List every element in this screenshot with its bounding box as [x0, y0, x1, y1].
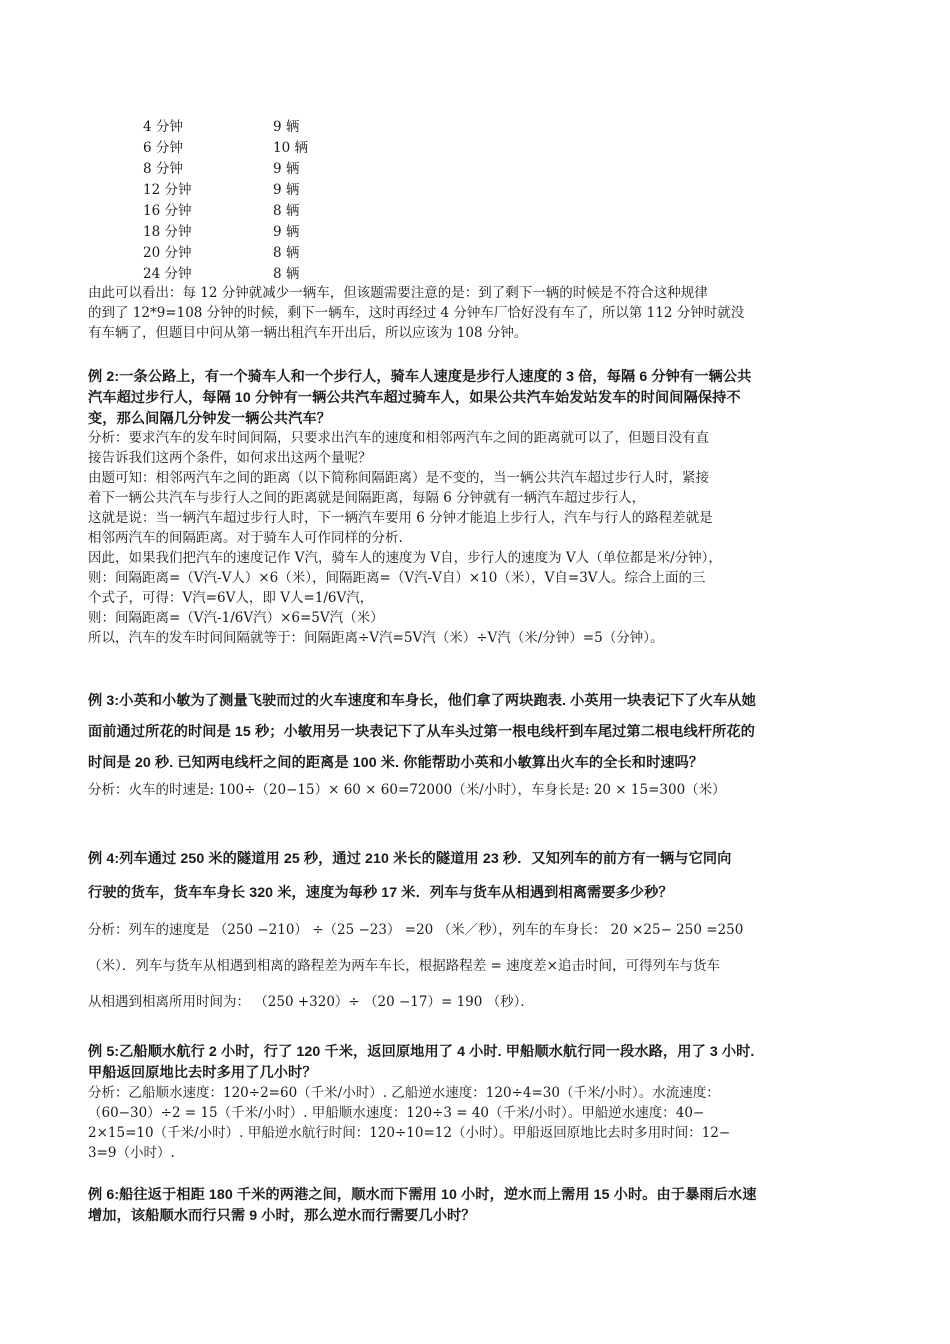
text-line: 着下一辆公共汽车与步行人之间的距离就是间隔距离，每隔 6 分钟就有一辆汽车超过步行人， [88, 490, 646, 506]
time-cell: 16 分钟 [143, 203, 192, 219]
time-cell: 8 分钟 [143, 161, 183, 177]
count-cell: 9 辆 [273, 161, 300, 177]
text-line: 这就是说：当一辆汽车超过步行人时，下一辆汽车要用 6 分钟才能追上步行人，汽车与行人的路程差就是 [88, 510, 713, 526]
text-line: 相邻两汽车的间隔距离。对于骑车人可作同样的分析. [88, 530, 403, 546]
text-line: 接告诉我们这两个条件，如何求出这两个量呢？ [88, 450, 372, 466]
text-line: 由此可以看出：每 12 分钟就减少一辆车，但该题需要注意的是：到了剩下一辆的时候是不符合这种规律 [88, 285, 708, 301]
title-line: 例 4:列车通过 250 米的隧道用 25 秒，通过 210 米长的隧道用 23 秒．又知列车的前方有一辆与它同向 [88, 851, 732, 867]
count-cell: 8 辆 [273, 203, 300, 219]
count-cell: 8 辆 [273, 245, 300, 261]
time-cell: 12 分钟 [143, 182, 192, 198]
text-line: 3=9（小时）. [88, 1145, 175, 1161]
text-line: 从相遇到相离所用时间为： （250 +320）÷ （20 −17）= 190 （秒）． [88, 994, 534, 1010]
example-4-title [88, 842, 878, 910]
time-cell: 4 分钟 [143, 119, 183, 135]
example-6-title [88, 1185, 878, 1227]
example-5-analysis [88, 1083, 878, 1163]
title-line: 例 2:一条公路上，有一个骑车人和一个步行人，骑车人速度是步行人速度的 3 倍，每隔 6 分钟有一辆公共 [88, 369, 752, 385]
text-line: 由题可知：相邻两汽车之间的距离（以下简称间隔距离）是不变的，当一辆公共汽车超过步行人时，紧接 [88, 470, 709, 486]
text-line: 分析：乙船顺水速度：120÷2=60（千米/小时）. 乙船逆水速度：120÷4=30（千米/小时）。水流速度： [88, 1085, 720, 1101]
count-cell: 8 辆 [273, 266, 300, 282]
text-line: （60−30）÷2 = 15（千米/小时）. 甲船顺水速度：120÷3 = 40（千米/小时）。甲船逆水速度：40− [88, 1105, 705, 1121]
count-cell: 10 辆 [273, 140, 308, 156]
time-cell: 18 分钟 [143, 224, 192, 240]
text-line: 分析：火车的时速是: 100÷（20−15）× 60 × 60=72000（米/小时），车身长是: 20 × 15=300（米） [88, 782, 726, 798]
title-line: 时间是 20 秒. 已知两电线杆之间的距离是 100 米. 你能帮助小英和小敏算出火车的全长和时速吗？ [88, 755, 704, 771]
title-line: 增加，该船顺水而行只需 9 小时，那么逆水而行需要几小时？ [88, 1208, 476, 1224]
text-line: （米）．列车与货车从相遇到相离的路程差为两车车长，根据路程差 = 速度差×追击时间，可得列车与货车 [88, 958, 720, 974]
title-line: 汽车超过步行人，每隔 10 分钟有一辆公共汽车超过骑车人，如果公共汽车始发站发车的时间间隔保持不 [88, 390, 741, 406]
example-4-analysis [88, 912, 878, 1020]
title-line: 例 6:船往返于相距 180 千米的两港之间，顺水而下需用 10 小时，逆水而上需用 15 小时。由于暴雨后水速 [88, 1187, 757, 1203]
example-3-title [88, 686, 878, 779]
count-cell: 9 辆 [273, 182, 300, 198]
example-3-analysis [88, 780, 878, 800]
text-line: 的到了 12*9=108 分钟的时候，剩下一辆车，这时再经过 4 分钟车厂恰好没有车了，所以第 112 分钟时就没 [88, 305, 745, 321]
text-line: 所以，汽车的发车时间间隔就等于：间隔距离÷V汽=5V汽（米）÷V汽（米/分钟）=5（分钟）。 [88, 630, 664, 646]
text-line: 则：间隔距离=（V汽-V人）×6（米），间隔距离=（V汽-V自）×10（米），V自=3V人。综合上面的三 [88, 570, 706, 586]
example-2-analysis [88, 428, 878, 648]
time-cell: 20 分钟 [143, 245, 192, 261]
title-line: 行驶的货车，货车车身长 320 米，速度为每秒 17 米．列车与货车从相遇到相离需要多少秒？ [88, 885, 673, 901]
text-line: 个式子，可得：V汽=6V人，即 V人=1/6V汽， [88, 590, 374, 606]
example-2-title [88, 367, 878, 430]
text-line: 则：间隔距离=（V汽-1/6V汽）×6=5V汽（米） [88, 610, 384, 626]
count-cell: 9 辆 [273, 119, 300, 135]
count-cell: 9 辆 [273, 224, 300, 240]
time-cell: 24 分钟 [143, 266, 192, 282]
example-5-title [88, 1042, 878, 1084]
title-line: 面前通过所花的时间是 15 秒；小敏用另一块表记下了从车头过第一根电线杆到车尾过第二根电线杆所花的 [88, 724, 756, 740]
text-line: 2×15=10（千米/小时）. 甲船逆水航行时间：120÷10=12（小时）。甲船返回原地比去时多用时间：12− [88, 1125, 731, 1141]
title-line: 例 5:乙船顺水航行 2 小时，行了 120 千米，返回原地用了 4 小时. 甲船顺水航行同一段水路，用了 3 小时. [88, 1044, 755, 1060]
title-line: 变，那么间隔几分钟发一辆公共汽车？ [88, 411, 331, 427]
text-line: 因此，如果我们把汽车的速度记作 V汽，骑车人的速度为 V自，步行人的速度为 V人（单位都是米/分钟）， [88, 550, 722, 566]
title-line: 例 3:小英和小敏为了测量飞驶而过的火车速度和车身长，他们拿了两块跑表. 小英用一块表记下了火车从她 [88, 693, 756, 709]
text-line: 分析：要求汽车的发车时间间隔，只要求出汽车的速度和相邻两汽车之间的距离就可以了，但题目没有直 [88, 430, 709, 446]
title-line: 甲船返回原地比去时多用了几小时？ [88, 1065, 317, 1081]
conclusion-paragraph [88, 283, 878, 343]
text-line: 有车辆了，但题目中问从第一辆出租汽车开出后，所以应该为 108 分钟。 [88, 325, 528, 341]
text-line: 分析：列车的速度是 （250 −210） ÷（25 −23） =20 （米／秒），列车的车身长： 20 ×25− 250 =250 [88, 922, 744, 938]
time-cell: 6 分钟 [143, 140, 183, 156]
